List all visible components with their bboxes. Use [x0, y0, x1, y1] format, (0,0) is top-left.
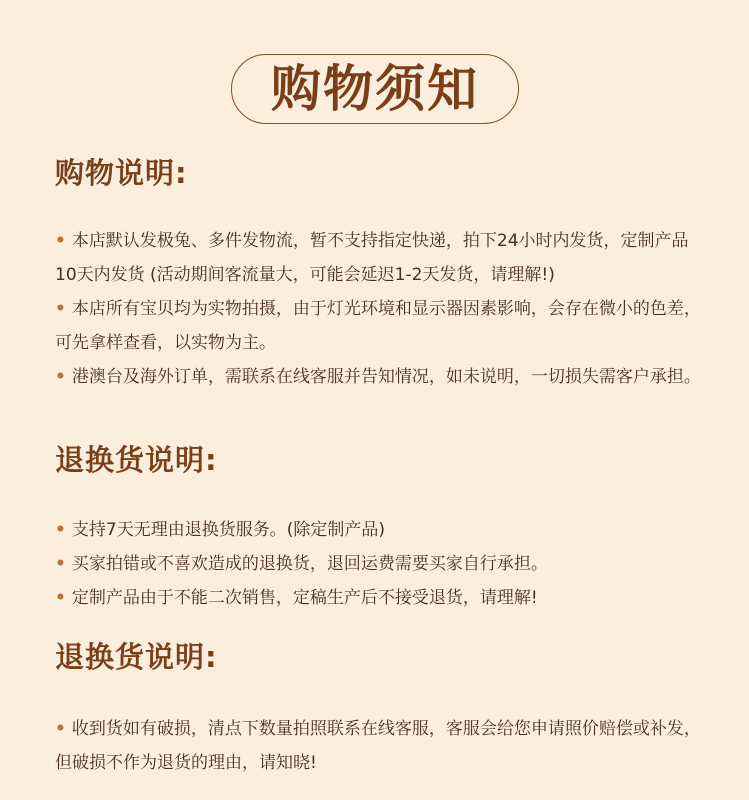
bullet-icon: • [55, 231, 66, 251]
list-item-text: 买家拍错或不喜欢造成的退换货，退回运费需要买家自行承担。 [71, 554, 548, 574]
list-item [55, 712, 705, 780]
section-heading: 退换货说明: [55, 640, 218, 674]
bullet-icon: • [55, 588, 66, 608]
bullet-icon: • [55, 299, 66, 319]
list-item-text: 定制产品由于不能二次销售，定稿生产后不接受退货，请理解! [71, 588, 538, 608]
list-item [55, 360, 705, 394]
list-item [55, 292, 705, 360]
list-item [55, 513, 705, 547]
list-item-text: 本店默认发极兔、多件发物流，暂不支持指定快递，拍下24小时内发货，定制产品10天内发货 (活动期间客流量大，可能会延迟1-2天发货，请理解!) [55, 231, 689, 285]
bullet-icon: • [55, 554, 66, 574]
section-heading: 购物说明: [55, 156, 188, 190]
list-item-text: 支持7天无理由退换货服务。(除定制产品) [71, 520, 385, 540]
list-item [55, 224, 705, 292]
bullet-icon: • [55, 719, 66, 739]
section-items [55, 513, 705, 615]
list-item-text: 本店所有宝贝均为实物拍摄，由于灯光环境和显示器因素影响，会存在微小的色差，可先拿样查看，以实物为主。 [55, 299, 701, 353]
list-item [55, 581, 705, 615]
list-item-text: 收到货如有破损，清点下数量拍照联系在线客服，客服会给您申请照价赔偿或补发，但破损不作为退货的理由，请知晓! [55, 719, 701, 773]
section-items [55, 712, 705, 780]
page-title: 购物须知 [271, 60, 479, 118]
section-items [55, 224, 705, 394]
damage-policy-section [55, 640, 705, 780]
return-policy-section [55, 443, 705, 615]
list-item-text: 港澳台及海外订单，需联系在线客服并告知情况，如未说明，一切损失需客户承担。 [71, 367, 701, 387]
list-item [55, 547, 705, 581]
bullet-icon: • [55, 367, 66, 387]
section-heading: 退换货说明: [55, 443, 218, 477]
bullet-icon: • [55, 520, 66, 540]
shopping-info-section [55, 156, 705, 394]
title-badge [231, 54, 519, 124]
